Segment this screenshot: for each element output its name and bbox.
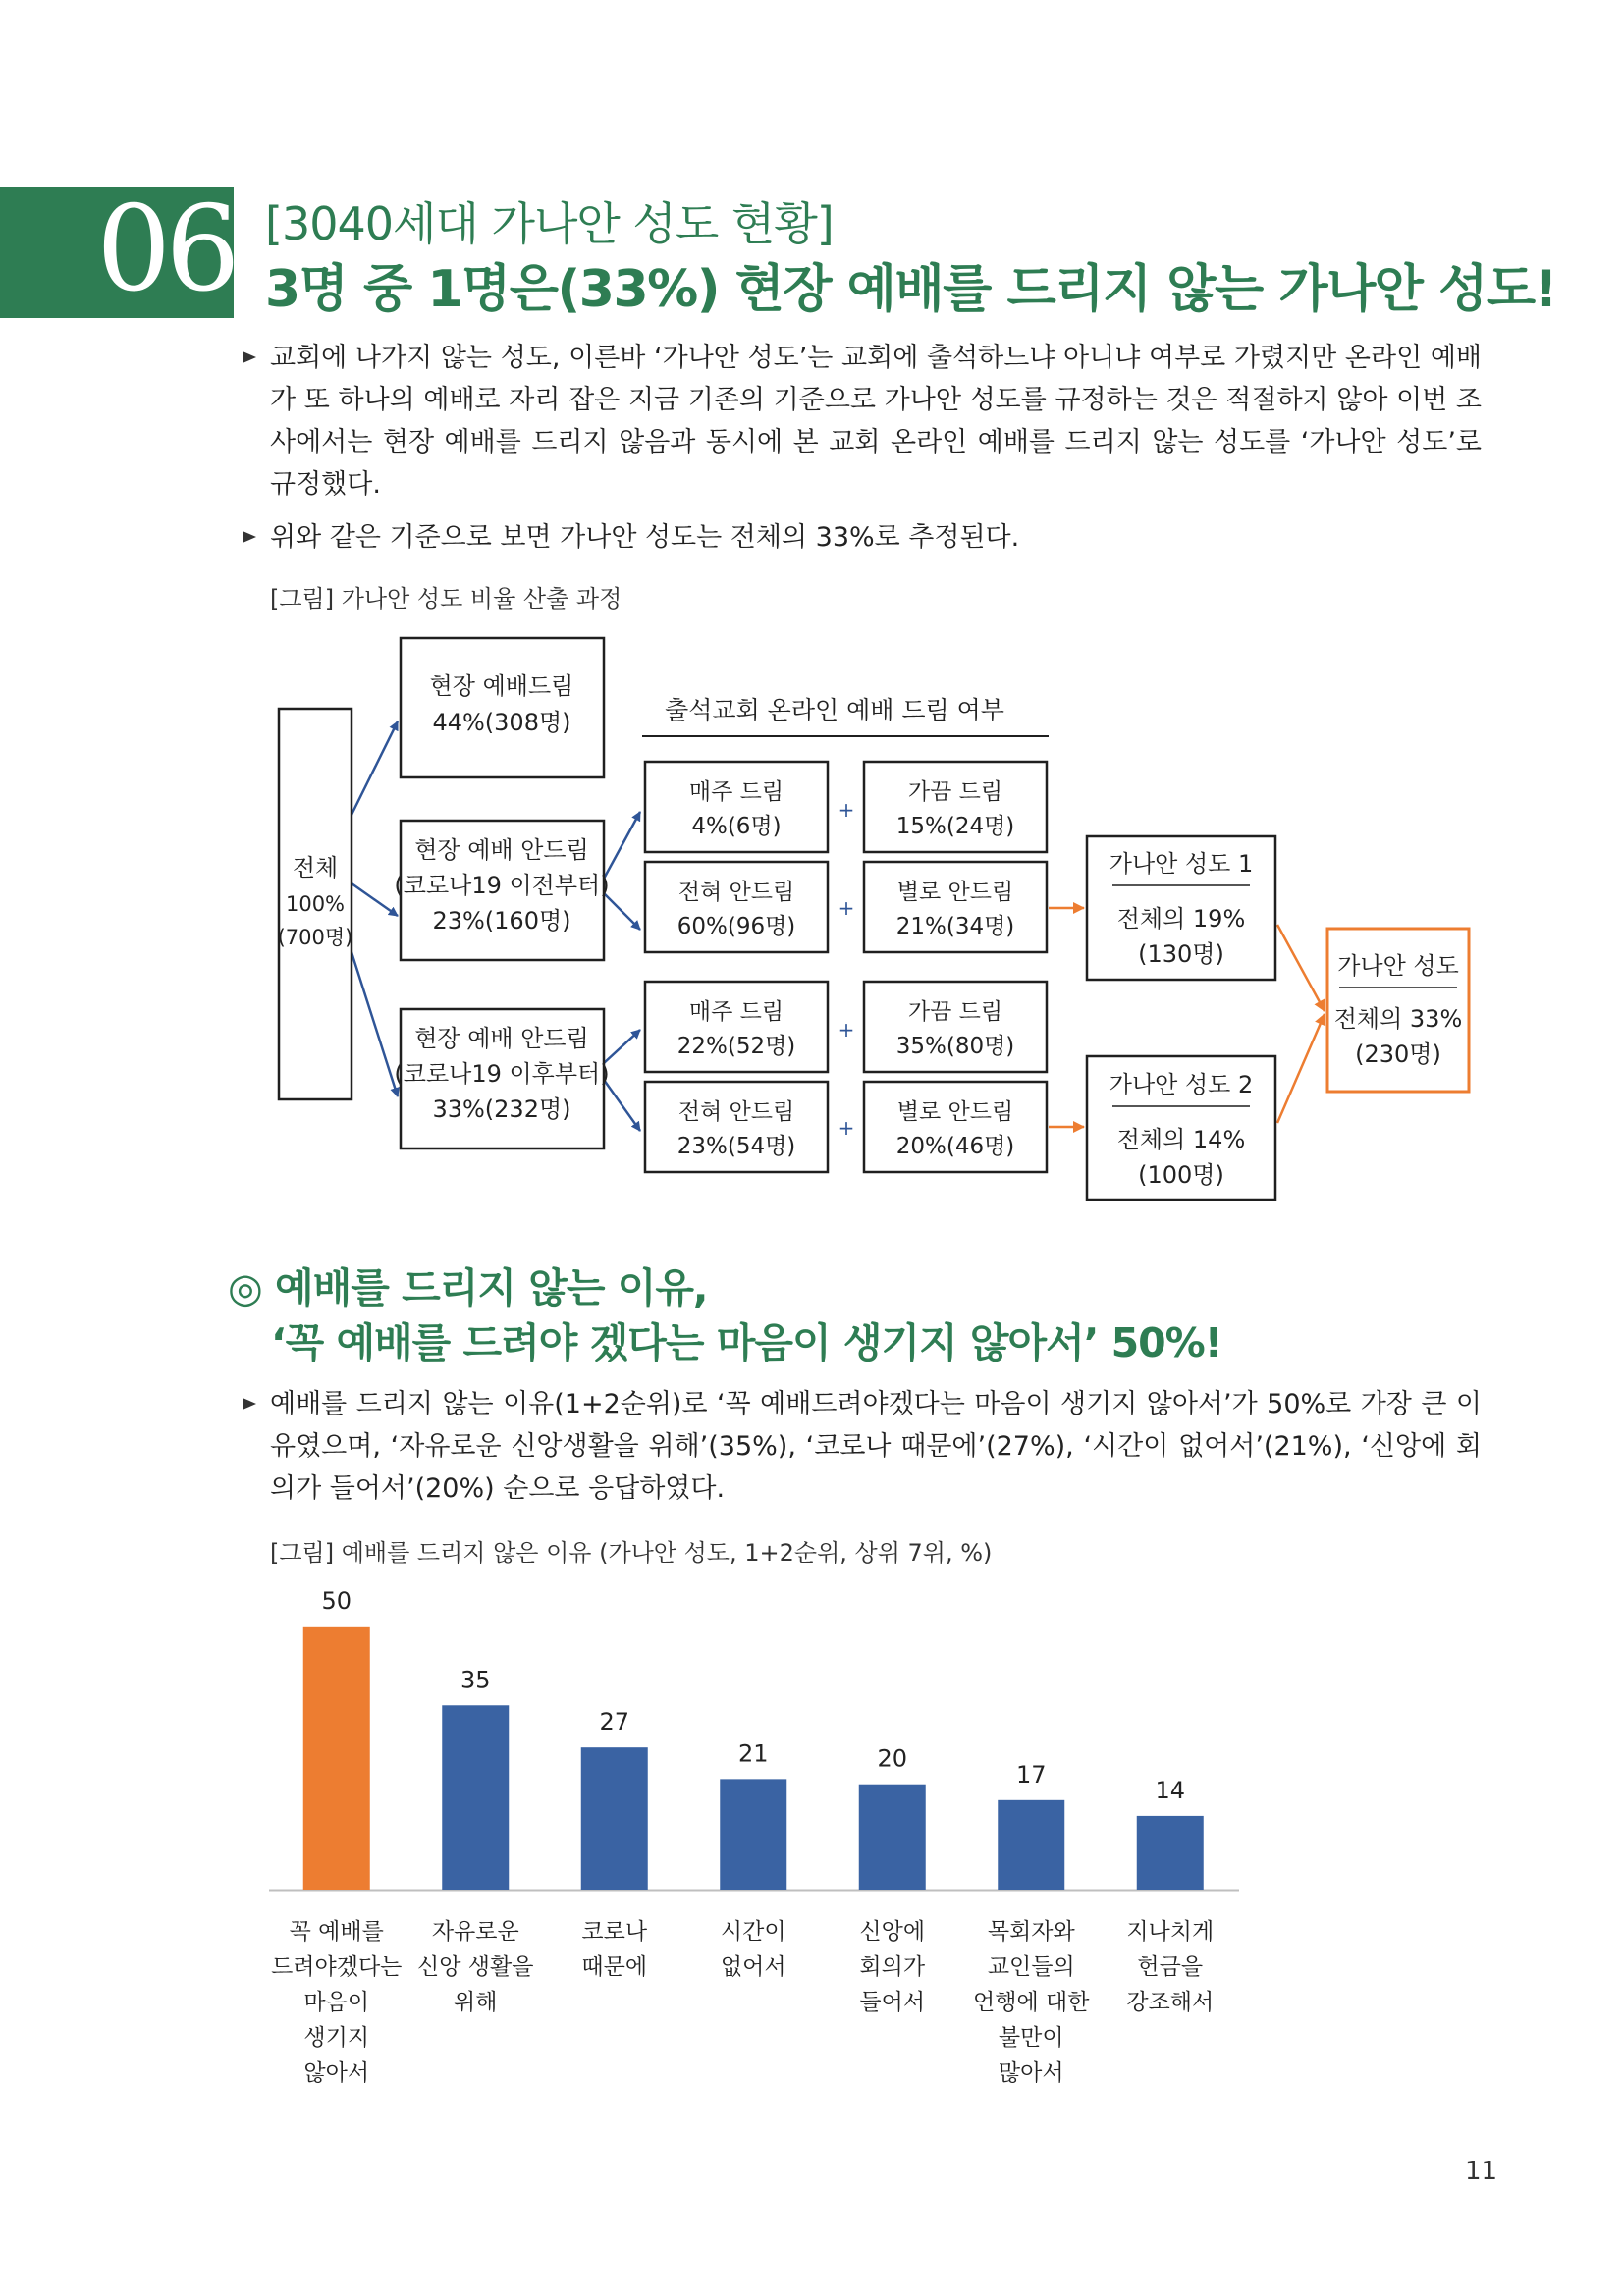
category-label: 헌금을 (1137, 1954, 1204, 1980)
box-after-never-line: 23%(54명) (676, 1134, 796, 1159)
box-canaan-total-line: 가나안 성도 (1337, 952, 1459, 980)
box-canaan-2-line: (100명) (1138, 1161, 1224, 1189)
box-canaan-2-line: 가나안 성도 2 (1109, 1071, 1254, 1098)
flow-arrow (604, 1030, 640, 1063)
box-no-attend-after-line: 33%(232명) (432, 1095, 571, 1123)
reasons-heading-line-1: ◎ 예배를 드리지 않는 이유, (228, 1264, 708, 1311)
flow-arrow (352, 883, 398, 916)
plus-sign: + (838, 798, 855, 822)
box-before-sometimes-line: 가끔 드림 (907, 779, 1003, 805)
category-label: 들어서 (859, 1990, 926, 2015)
plus-sign: + (838, 896, 855, 920)
box-canaan-total-line: (230명) (1355, 1041, 1441, 1068)
category-label: 마음이 (303, 1990, 370, 2015)
box-after-rarely-line: 별로 안드림 (896, 1099, 1014, 1125)
box-attend-line: 44%(308명) (432, 709, 571, 736)
flow-arrow (352, 721, 398, 815)
box-after-sometimes-line: 35%(80명) (895, 1034, 1015, 1059)
box-no-attend-before-line: 현장 예배 안드림 (414, 836, 589, 864)
box-total-line: 100% (285, 892, 346, 916)
box-no-attend-before-line: 23%(160명) (432, 907, 571, 934)
category-label: 강조해서 (1126, 1990, 1215, 2015)
box-before-weekly-line: 매주 드림 (688, 779, 784, 805)
flow-arrow (604, 812, 640, 879)
box-after-weekly-line: 매주 드림 (688, 999, 784, 1025)
intro-paragraph-1: 교회에 나가지 않는 성도, 이른바 ‘가나안 성도’는 교회에 출석하느냐 아니냐 여부로 가렸지만 온라인 예배가 또 하나의 예배로 자리 잡은 지금 기존의 기준으로 가나안 성도를 규정하는 것은 적절하지 않아 이번 조사에서는 현장 예배를 드리지 않음과 동시에 본 교회 온라인 예배를 드리지 않는 성도를 ‘가나안 성도’로 규정했다. (270, 343, 1482, 500)
category-label: 자유로운 (431, 1919, 519, 1945)
bar (859, 1785, 926, 1890)
category-label: 때문에 (581, 1954, 648, 1980)
box-canaan-1-line: 가나안 성도 1 (1109, 850, 1254, 878)
chart-caption: [그림] 예배를 드리지 않은 이유 (가나안 성도, 1+2순위, 상위 7위, %) (270, 1539, 993, 1567)
section-number: 06 (96, 182, 235, 318)
category-label: 교인들의 (987, 1954, 1075, 1980)
category-label: 생기지 (303, 2025, 370, 2051)
plus-sign: + (838, 1018, 855, 1041)
bar (581, 1747, 648, 1890)
category-label: 지나치게 (1126, 1919, 1215, 1945)
category-label: 언행에 대한 (973, 1990, 1090, 2015)
bar-value-label: 20 (877, 1744, 908, 1773)
reasons-bar-chart (0, 1571, 1623, 2101)
category-label: 신앙에 (859, 1919, 926, 1945)
section-subtitle: [3040세대 가나안 성도 현황] (265, 197, 834, 250)
category-label: 없어서 (720, 1954, 786, 1980)
bar-value-label: 50 (321, 1586, 352, 1615)
box-no-attend-after-line: (코로나19 이후부터) (394, 1060, 610, 1088)
box-after-never-line: 전혀 안드림 (677, 1099, 795, 1125)
section-title: 3명 중 1명은(33%) 현장 예배를 드리지 않는 가나안 성도! (265, 260, 1556, 319)
box-no-attend-before-line: (코로나19 이전부터) (394, 872, 610, 899)
category-label: 위해 (454, 1990, 498, 2015)
online-header: 출석교회 온라인 예배 드림 여부 (665, 696, 1004, 724)
flow-caption: [그림] 가나안 성도 비율 산출 과정 (270, 585, 622, 613)
category-label: 드려야겠다는 (271, 1954, 403, 1980)
box-attend (401, 638, 604, 777)
box-canaan-total-line: 전체의 33% (1333, 1005, 1463, 1033)
category-label: 목회자와 (987, 1919, 1075, 1945)
box-before-never-line: 전혀 안드림 (677, 880, 795, 905)
bar-value-label: 27 (599, 1708, 630, 1736)
box-after-weekly-line: 22%(52명) (676, 1034, 796, 1059)
bullet-icon (243, 1398, 256, 1410)
bar (1137, 1816, 1204, 1890)
box-canaan-1-line: 전체의 19% (1116, 905, 1246, 933)
bar (998, 1800, 1064, 1890)
box-canaan-1-line: (130명) (1138, 940, 1224, 968)
category-label: 신앙 생활을 (417, 1954, 534, 1980)
box-canaan-2-line: 전체의 14% (1116, 1126, 1246, 1153)
bar-value-label: 21 (737, 1739, 769, 1768)
box-after-sometimes-line: 가끔 드림 (907, 999, 1003, 1025)
bar-value-label: 14 (1155, 1776, 1186, 1804)
bar (720, 1779, 786, 1890)
box-total-line: (700명) (277, 926, 353, 949)
box-before-rarely-line: 별로 안드림 (896, 880, 1014, 905)
category-label: 않아서 (303, 2060, 370, 2086)
category-label: 불만이 (998, 2025, 1064, 2051)
box-before-rarely-line: 21%(34명) (895, 914, 1015, 939)
category-label: 많아서 (998, 2060, 1064, 2086)
category-label: 코로나 (581, 1919, 648, 1945)
flow-arrow (1277, 925, 1325, 1011)
category-label: 회의가 (859, 1954, 926, 1980)
box-attend-line: 현장 예배드림 (429, 672, 574, 700)
bar-value-label: 17 (1015, 1760, 1047, 1789)
bar (442, 1705, 509, 1890)
bar-value-label: 35 (460, 1666, 491, 1694)
flow-arrow (352, 952, 398, 1096)
bar (303, 1627, 370, 1890)
box-no-attend-after-line: 현장 예배 안드림 (414, 1025, 589, 1052)
box-before-sometimes-line: 15%(24명) (895, 814, 1015, 839)
reasons-paragraph: 예배를 드리지 않는 이유(1+2순위)로 ‘꼭 예배드려야겠다는 마음이 생기지 않아서’가 50%로 가장 큰 이유였으며, ‘자유로운 신앙생활을 위해’(35%), ‘코로나 때문에’(27%), ‘시간이 없어서’(21%), ‘신앙에 회의가 들어서’(20%) 순으로 응답하였다. (270, 1389, 1482, 1504)
flow-arrow (1277, 1014, 1325, 1123)
category-label: 꼭 예배를 (289, 1919, 384, 1945)
intro-paragraph-2: 위와 같은 기준으로 보면 가나안 성도는 전체의 33%로 추정된다. (270, 522, 1020, 553)
reasons-heading-line-2: ‘꼭 예배를 드려야 겠다는 마음이 생기지 않아서’ 50%! (271, 1319, 1222, 1366)
plus-sign: + (838, 1116, 855, 1140)
box-total-line: 전체 (292, 854, 339, 881)
box-before-weekly-line: 4%(6명) (691, 814, 782, 839)
box-before-never-line: 60%(96명) (676, 914, 796, 939)
page-number: 11 (1465, 2157, 1498, 2186)
category-label: 시간이 (720, 1919, 786, 1945)
box-after-rarely-line: 20%(46명) (895, 1134, 1015, 1159)
